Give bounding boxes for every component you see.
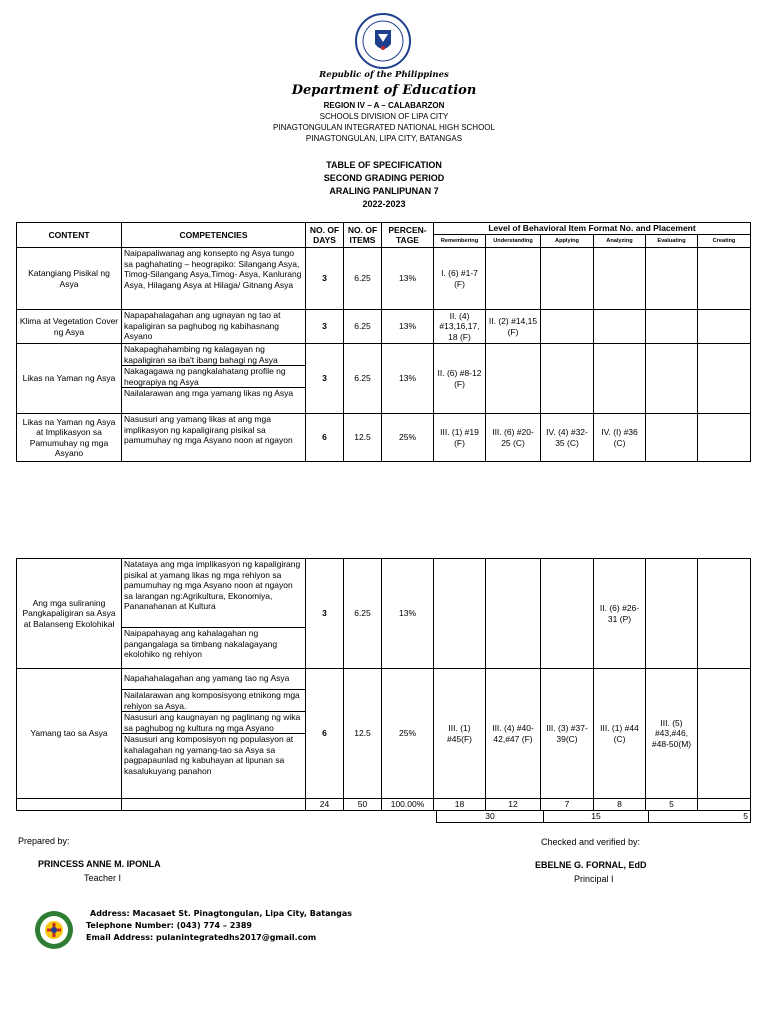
days-cell: 3 (306, 559, 344, 669)
department-title: Department of Education (291, 83, 477, 98)
competency-text: Napahahalagahan ang yamang tao ng Asya (122, 669, 305, 690)
level-cell (594, 248, 646, 310)
level-cell: III. (1) #44 (C) (594, 669, 646, 799)
level-cell (486, 248, 541, 310)
level-cell: I. (6) #1-7 (F) (434, 248, 486, 310)
content-cell: Katangiang Pisikal ng Asya (17, 248, 122, 310)
total-level: 5 (646, 799, 698, 811)
days-cell: 6 (306, 669, 344, 799)
level-cell (434, 559, 486, 669)
competency-text: Nasusuri ang yamang likas at ang mga implikasyon ng kapaligirang pisikal sa pamumuhay ng mga Asyano noon at ngayon (124, 414, 293, 445)
school-address: Address: Macasaet St. Pinagtongulan, Lipa City, Batangas (90, 909, 353, 918)
level-cell (698, 248, 751, 310)
header-items: NO. OF ITEMS (344, 223, 382, 248)
days-cell: 3 (306, 310, 344, 344)
table-row (17, 414, 751, 462)
division-text: SCHOOLS DIVISION OF LIPA CITY (319, 112, 449, 121)
level-cell (594, 344, 646, 414)
competency-text: Nailalarawan ang mga yamang likas ng Asya (124, 388, 294, 398)
table-row (17, 344, 751, 414)
percent-cell: 25% (382, 669, 434, 799)
table-row (17, 559, 751, 669)
level-evaluating: Evaluating (646, 235, 698, 248)
tos-table-top (16, 222, 751, 462)
competency-text: Naipapaliwanag ang konsepto ng Asya tungo sa paghahating – heograpiko: Silangang Asya, Timog-Silangang Asya,Timog- Asya, Kanlurang Asya, Hilagang Asya at Hilaga/ Gitnang Asya (124, 248, 302, 290)
total-level: 18 (434, 799, 486, 811)
level-cell: III. (1) #45(F) (434, 669, 486, 799)
grading-period: SECOND GRADING PERIOD (323, 173, 445, 183)
level-cell (698, 559, 751, 669)
competency-text: Nailalarawan ang komposisyong etnikong mga rehiyon sa Asya. (122, 690, 305, 712)
header-percentage: PERCEN- TAGE (382, 223, 434, 248)
region-text: REGION IV – A – CALABARZON (323, 101, 445, 110)
days-cell: 3 (306, 344, 344, 414)
header-level-title: Level of Behavioral Item Format No. and Placement (434, 223, 751, 235)
total-level: 8 (594, 799, 646, 811)
level-understanding: Understanding (486, 235, 541, 248)
competency-cell (122, 414, 306, 462)
level-cell: III. (4) #40-42,#47 (F) (486, 669, 541, 799)
days-cell: 6 (306, 414, 344, 462)
school-name: PINAGTONGULAN INTEGRATED NATIONAL HIGH SCHOOL (273, 123, 495, 132)
total-level: 12 (486, 799, 541, 811)
total-percent: 100.00% (382, 799, 434, 811)
competency-text: Nasusuri ang kaugnayan ng paglinang ng wika sa paghubog ng kultura ng mga Asyano (122, 712, 305, 734)
content-cell: Ang mga suliraning Pangkapaligiran sa Asya at Balanseng Ekolohikal (17, 559, 122, 669)
competency-text: Naipapahayag ang kahalagahan ng pangangalaga sa timbang nakalagayang ekolohiko ng rehiyon (124, 628, 278, 659)
competency-text: Nakagagawa ng pangkalahatang profile ng heograpiya ng Asya (122, 366, 305, 388)
content-cell: Likas na Yaman ng Asya at Implikasyon sa Pamumuhay ng mga Asyano (17, 414, 122, 462)
grouped-total-higher: 5 (649, 811, 751, 823)
level-cell (594, 310, 646, 344)
level-cell: II. (6) #26-31 (P) (594, 559, 646, 669)
content-cell: Klima at Vegetation Cover ng Asya (17, 310, 122, 344)
items-cell: 6.25 (344, 344, 382, 414)
level-cell (646, 559, 698, 669)
checked-title: Principal I (574, 874, 614, 884)
level-cell: III. (6) #20-25 (C) (486, 414, 541, 462)
content-cell: Yamang tao sa Asya (17, 669, 122, 799)
percent-cell: 25% (382, 414, 434, 462)
subject: ARALING PANLIPUNAN 7 (329, 186, 439, 196)
competency-text: Napapahalagahan ang ugnayan ng tao at kapaligiran sa paghubog ng kabihasnang Asyano (124, 310, 281, 341)
total-level: 7 (541, 799, 594, 811)
percent-cell: 13% (382, 559, 434, 669)
prepared-label: Prepared by: (18, 836, 70, 846)
level-cell: III. (1) #19 (F) (434, 414, 486, 462)
prepared-title: Teacher I (84, 873, 122, 883)
doc-title: TABLE OF SPECIFICATION (326, 160, 442, 170)
level-cell (698, 669, 751, 799)
level-applying: Applying (541, 235, 594, 248)
level-cell: II. (4) #13,16,17, 18 (F) (434, 310, 486, 344)
competency-cell (122, 248, 306, 310)
grouped-totals (436, 810, 751, 823)
level-cell (541, 344, 594, 414)
items-cell: 6.25 (344, 310, 382, 344)
tos-table-bottom (16, 558, 751, 811)
school-year: 2022-2023 (362, 199, 406, 209)
level-remembering: Remembering (434, 235, 486, 248)
totals-row (17, 799, 751, 811)
level-cell (698, 344, 751, 414)
level-cell (486, 559, 541, 669)
competency-text: Nakapaghahambing ng kalagayan ng kapaligiran sa iba't ibang bahagi ng Asya (122, 344, 305, 366)
competency-cell (122, 559, 306, 669)
table-row (17, 248, 751, 310)
competency-text: Nasusuri ang komposisyon ng populasyon at kahalagahan ng yamang-tao sa Asya sa pagpapaunlad ng kabuhayan at lipunan sa kasalukuyang panahon (124, 734, 294, 776)
table-row (17, 310, 751, 344)
percent-cell: 13% (382, 248, 434, 310)
level-cell (646, 248, 698, 310)
deped-seal-logo (354, 12, 412, 70)
level-creating: Creating (698, 235, 751, 248)
level-cell: II. (6) #8-12 (F) (434, 344, 486, 414)
level-cell: II. (2) #14,15 (F) (486, 310, 541, 344)
level-cell (698, 310, 751, 344)
items-cell: 6.25 (344, 248, 382, 310)
level-cell (541, 248, 594, 310)
level-cell: IV. (I) #36 (C) (594, 414, 646, 462)
total-level (698, 799, 751, 811)
level-cell: III. (3) #37-39(C) (541, 669, 594, 799)
level-cell (646, 414, 698, 462)
header-competencies: COMPETENCIES (122, 223, 306, 248)
republic-text: Republic of the Philippines (319, 70, 449, 80)
competency-text: Natataya ang mga implikasyon ng kapaligirang pisikal at yamang likas ng mga rehiyon sa pamumuhay ng mga Asyano noon at ngayon sa larangan ng:Agrikultura, Ekonomiya, Pananahanan at Kultura (122, 559, 305, 628)
percent-cell: 13% (382, 310, 434, 344)
competency-cell (122, 310, 306, 344)
grouped-total-lower: 30 (437, 811, 544, 823)
school-telephone: Telephone Number: (043) 774 – 2389 (86, 921, 252, 930)
school-logo (34, 910, 74, 950)
level-cell: IV. (4) #32-35 (C) (541, 414, 594, 462)
level-analyzing: Analyzing (594, 235, 646, 248)
competency-cell (122, 344, 306, 414)
level-cell (541, 310, 594, 344)
items-cell: 12.5 (344, 669, 382, 799)
level-cell (698, 414, 751, 462)
level-cell: III. (5) #43,#46, #48-50(M) (646, 669, 698, 799)
header-days: NO. OF DAYS (306, 223, 344, 248)
level-cell (541, 559, 594, 669)
content-cell: Likas na Yaman ng Asya (17, 344, 122, 414)
table-row (17, 669, 751, 799)
school-location: PINAGTONGULAN, LIPA CITY, BATANGAS (305, 134, 463, 143)
level-cell (646, 310, 698, 344)
school-email: Email Address: pulanintegratedhs2017@gmail.com (86, 933, 317, 942)
total-days: 24 (306, 799, 344, 811)
competency-cell (122, 669, 306, 799)
items-cell: 6.25 (344, 559, 382, 669)
grouped-total-middle: 15 (544, 811, 649, 823)
total-items: 50 (344, 799, 382, 811)
header-content: CONTENT (17, 223, 122, 248)
checked-name: EBELNE G. FORNAL, EdD (535, 860, 647, 870)
days-cell: 3 (306, 248, 344, 310)
percent-cell: 13% (382, 344, 434, 414)
level-cell (646, 344, 698, 414)
prepared-name: PRINCESS ANNE M. IPONLA (38, 859, 161, 869)
checked-label: Checked and verified by: (541, 837, 641, 847)
items-cell: 12.5 (344, 414, 382, 462)
level-cell (486, 344, 541, 414)
